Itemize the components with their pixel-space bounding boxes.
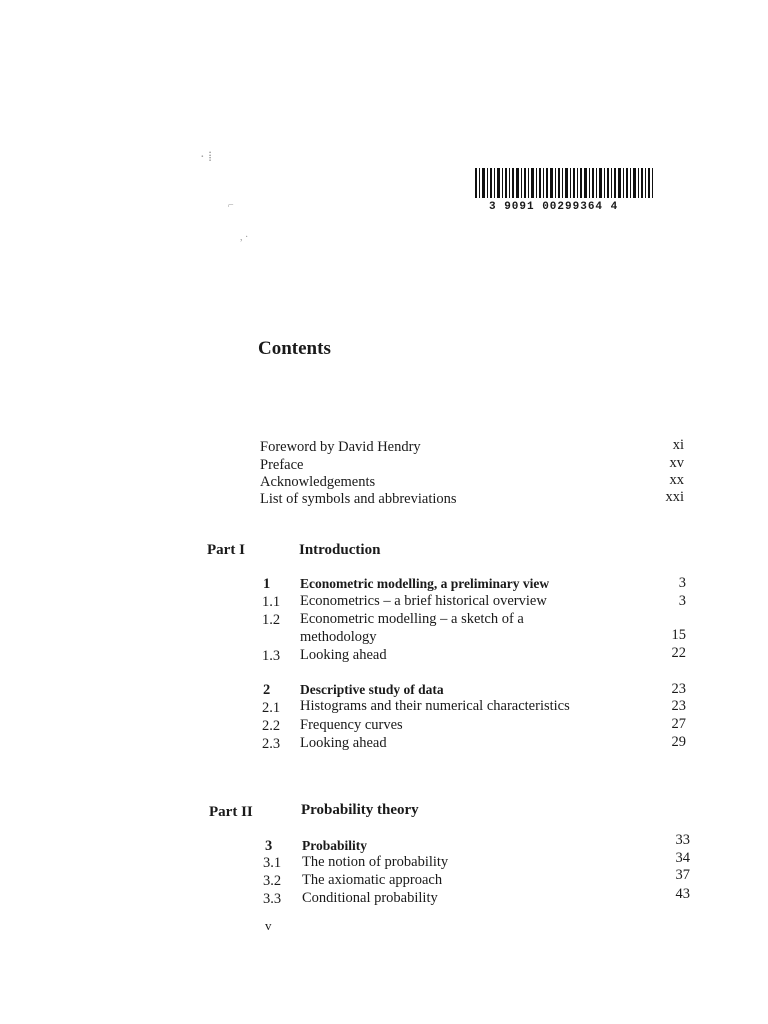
chapter-title: Econometric modelling, a preliminary view (300, 576, 550, 591)
section-title: Looking ahead (300, 735, 387, 751)
chapter-number: 3 (265, 838, 273, 854)
chapter-page: 33 (675, 832, 690, 848)
toc-page-symbols: xxi (665, 489, 684, 505)
section-number: 2.3 (262, 736, 281, 752)
chapter-title: Descriptive study of data (300, 682, 444, 697)
toc-entry-foreword: Foreword by David Hendry (260, 439, 421, 455)
toc-entry-preface: Preface (260, 457, 304, 473)
part-title: Probability theory (301, 802, 419, 818)
section-number: 2.1 (262, 700, 281, 716)
scan-mark-1: · ⁞ (200, 150, 213, 165)
section-number: 1.1 (262, 594, 281, 610)
toc-page-acknowledgements: xx (669, 472, 684, 488)
section-page: 34 (675, 850, 690, 866)
section-title: Frequency curves (300, 717, 403, 733)
section-number: 3.1 (263, 855, 282, 871)
toc-entry-acknowledgements: Acknowledgements (260, 474, 376, 490)
toc-page-preface: xv (669, 455, 684, 471)
section-page: 23 (671, 698, 686, 714)
barcode-number: 3 9091 00299364 4 (489, 201, 619, 213)
section-title: Econometrics – a brief historical overview (300, 593, 547, 609)
toc-entry-symbols: List of symbols and abbreviations (260, 491, 457, 507)
section-title: The axiomatic approach (302, 872, 443, 888)
section-page: 29 (671, 734, 686, 750)
part-label: Part II (209, 804, 253, 820)
section-title: Econometric modelling – a sketch of a (300, 611, 524, 627)
section-title-continued: methodology (300, 629, 377, 645)
section-title: Histograms and their numerical characteristics (300, 698, 570, 714)
section-number: 3.3 (263, 891, 282, 907)
part-label: Part I (207, 542, 245, 558)
scan-mark-2: ⌐ (228, 200, 234, 211)
section-page: 3 (678, 593, 686, 609)
chapter-title: Probability (302, 838, 368, 853)
scan-mark-3: , · (240, 232, 249, 243)
page-title: Contents (258, 338, 331, 359)
chapter-number: 1 (263, 576, 271, 592)
section-page: 27 (671, 716, 686, 732)
section-number: 3.2 (263, 873, 282, 889)
page-folio: v (265, 918, 272, 933)
toc-page-foreword: xi (672, 437, 684, 453)
barcode-icon (475, 168, 653, 202)
chapter-number: 2 (263, 682, 271, 698)
chapter-page: 23 (671, 681, 686, 697)
chapter-page: 3 (678, 575, 686, 591)
section-title: The notion of probability (302, 854, 449, 870)
section-number: 1.3 (262, 648, 281, 664)
section-title: Conditional probability (302, 890, 438, 906)
section-page: 22 (671, 645, 686, 661)
section-number: 1.2 (262, 612, 281, 628)
section-page: 43 (675, 886, 690, 902)
section-page: 15 (671, 627, 686, 643)
section-title: Looking ahead (300, 647, 387, 663)
section-number: 2.2 (262, 718, 281, 734)
part-title: Introduction (299, 542, 381, 558)
library-barcode (475, 168, 653, 213)
section-page: 37 (675, 867, 690, 883)
